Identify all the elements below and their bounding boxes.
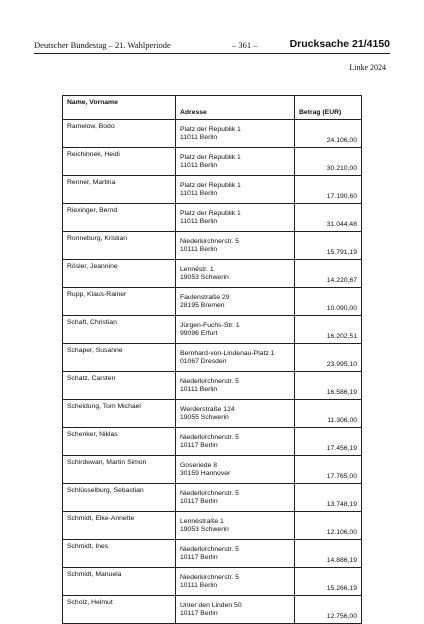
cell-amount: 17.765,00 [295,456,362,484]
cell-address [176,176,295,204]
cell-address [176,568,295,596]
cell-name: Schmidt, Ines [63,540,176,568]
cell-address [176,372,295,400]
header-document-number: Drucksache 21/4150 [289,38,390,50]
header-publication: Deutscher Bundestag – 21. Wahlperiode [34,40,171,50]
section-label: Linke 2024 [349,63,386,72]
table-header-row [63,96,362,120]
cell-address [176,288,295,316]
cell-name: Schatz, Carsten [63,372,176,400]
cell-address-street: Jürgen-Fuchs-Str. 1 [180,321,240,329]
cell-address [176,456,295,484]
cell-amount: 14.886,19 [295,540,362,568]
cell-address-street: Niederkirchnerstr. 5 [180,545,239,553]
cell-address-street: Bernhard-von-Lindenau-Platz 1 [180,349,275,357]
table-row [63,120,362,148]
cell-address-city: 19053 Schwerin [180,525,229,533]
cell-address [176,120,295,148]
cell-address-city: 01067 Dresden [180,357,227,365]
cell-address [176,316,295,344]
cell-address [176,204,295,232]
cell-name: Riexinger, Bernd [63,204,176,232]
cell-amount: 30.210,00 [295,148,362,176]
cell-name: Ramelow, Bodo [63,120,176,148]
cell-name: Schenker, Niklas [63,428,176,456]
cell-amount: 23.995,10 [295,344,362,372]
table-row [63,540,362,568]
cell-amount: 16.202,51 [295,316,362,344]
cell-address-city: 10117 Berlin [180,497,218,505]
cell-name: Rupp, Klaus-Rainer [63,288,176,316]
cell-address-street: Lennéstraße 1 [180,517,224,525]
cell-amount: 17.190,60 [295,176,362,204]
cell-address [176,260,295,288]
cell-address [176,232,295,260]
cell-amount: 31.044,48 [295,204,362,232]
cell-name: Schmidt, Manuela [63,568,176,596]
cell-address-city: 30159 Hannover [180,469,231,477]
cell-address-street: Werderstraße 124 [180,405,235,413]
cell-address-city: 11011 Berlin [180,217,218,225]
cell-address-street: Niederkirchnerstr. 5 [180,489,239,497]
cell-address-street: Platz der Republik 1 [180,125,241,133]
cell-address-city: 10111 Berlin [180,581,218,589]
cell-amount: 15.791,19 [295,232,362,260]
table-row [63,316,362,344]
cell-address-city: 10111 Berlin [180,385,218,393]
cell-name: Schmidt, Elke-Annette [63,512,176,540]
cell-name: Renner, Martina [63,176,176,204]
cell-address [176,512,295,540]
cell-address-street: Platz der Republik 1 [180,153,241,161]
cell-amount: 12.106,00 [295,512,362,540]
cell-address [176,484,295,512]
cell-address-street: Faulenstraße 29 [180,293,230,301]
donations-table [62,95,362,624]
cell-name: Reichinnek, Heidi [63,148,176,176]
table-row [63,400,362,428]
cell-amount: 15.266,19 [295,568,362,596]
column-header-amount: Betrag (EUR) [295,96,362,120]
table-row [63,204,362,232]
cell-address-street: Goseriede 8 [180,461,218,469]
column-header-address: Adresse [176,96,295,120]
cell-name: Rösler, Jeannine [63,260,176,288]
cell-amount: 17.456,19 [295,428,362,456]
header-page-number: – 361 – [232,40,258,50]
cell-address-street: Niederkirchnerstr. 5 [180,237,239,245]
cell-address-city: 10117 Berlin [180,553,218,561]
cell-address [176,428,295,456]
cell-amount: 24.106,00 [295,120,362,148]
cell-address [176,540,295,568]
cell-address-city: 19053 Schwerin [180,273,229,281]
table-row [63,568,362,596]
cell-address-street: Niederkirchnerstr. 5 [180,573,239,581]
cell-name: Schlüsselburg, Sebastian [63,484,176,512]
cell-address-city: 11011 Berlin [180,189,218,197]
table-row [63,512,362,540]
cell-address-street: Unter den Linden 50 [180,601,242,609]
cell-name: Scholz, Helmut [63,596,176,624]
cell-address-city: 10117 Berlin [180,441,218,449]
cell-address-city: 11011 Berlin [180,161,218,169]
cell-address-street: Niederkirchnerstr. 5 [180,433,239,441]
cell-amount: 14.220,67 [295,260,362,288]
table-row [63,344,362,372]
cell-name: Ronneburg, Kristian [63,232,176,260]
table-row [63,260,362,288]
table-row [63,456,362,484]
cell-name: Schaper, Susanne [63,344,176,372]
cell-address-street: Lennéstr. 1 [180,265,214,273]
table-row [63,176,362,204]
cell-address-city: 11011 Berlin [180,133,218,141]
header-divider [34,53,390,54]
table-row [63,484,362,512]
cell-address-street: Platz der Republik 1 [180,181,241,189]
cell-address-city: 19055 Schwerin [180,413,229,421]
cell-amount: 11.306,00 [295,400,362,428]
table-row [63,288,362,316]
page-header [34,38,390,52]
cell-amount: 12.756,00 [295,596,362,624]
cell-amount: 10.090,00 [295,288,362,316]
table-row [63,232,362,260]
cell-address-street: Platz der Republik 1 [180,209,241,217]
table-row [63,372,362,400]
cell-address [176,148,295,176]
cell-address-city: 10117 Berlin [180,609,218,617]
cell-name: Schaft, Christian [63,316,176,344]
cell-address-city: 99096 Erfurt [180,329,218,337]
cell-amount: 13.748,19 [295,484,362,512]
cell-name: Scheidung, Tom Michael [63,400,176,428]
table-row [63,428,362,456]
cell-address-city: 28195 Bremen [180,301,225,309]
cell-name: Schirdewan, Martin Simon [63,456,176,484]
table-body [63,120,362,624]
table-row [63,148,362,176]
cell-amount: 16.586,19 [295,372,362,400]
cell-address-city: 10111 Berlin [180,245,218,253]
cell-address-street: Niederkirchnerstr. 5 [180,377,239,385]
column-header-name: Name, Vorname [63,96,176,120]
cell-address [176,400,295,428]
cell-address [176,344,295,372]
